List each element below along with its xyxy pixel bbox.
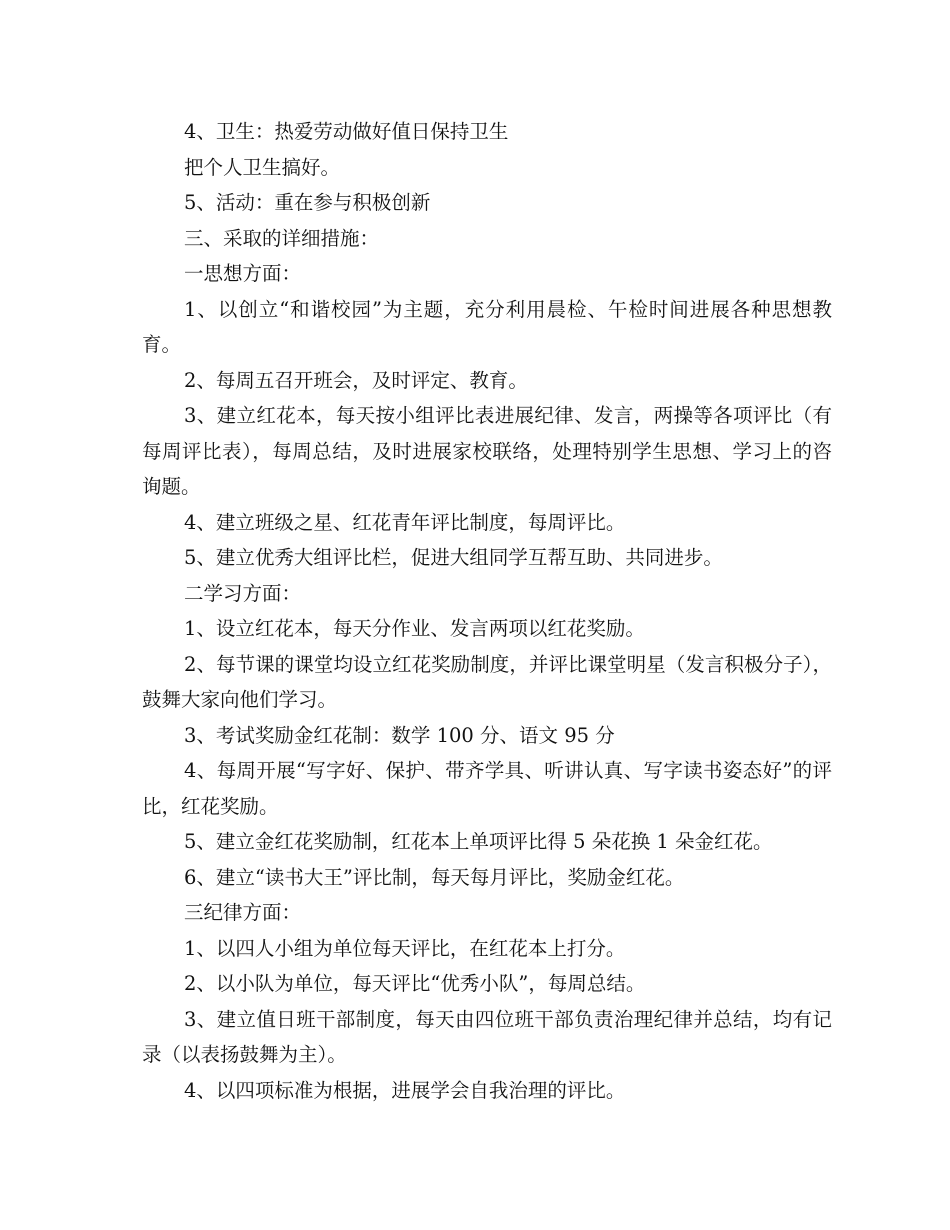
paragraph: 4、每周开展“写字好、保护、带齐学具、听讲认真、写字读书姿态好”的评比，红花奖励。 [142,759,832,818]
document-page [142,114,832,1108]
paragraph: 1、设立红花本，每天分作业、发言两项以红花奖励。 [184,617,645,640]
paragraph: 4、建立班级之星、红花青年评比制度，每周评比。 [184,510,626,534]
subsection-heading: 三纪律方面： [184,901,302,924]
subsection-heading: 二学习方面： [184,581,302,605]
paragraph: 1、以四人小组为单位每天评比，在红花本上打分。 [184,936,626,960]
paragraph: 3、建立值日班干部制度，每天由四位班干部负责治理纪律并总结，均有记录（以表扬鼓舞为主）。 [142,1007,832,1066]
paragraph: 把个人卫生搞好。 [184,155,341,179]
paragraph: 4、卫生：热爱劳动做好值日保持卫生 [184,120,509,143]
paragraph: 3、建立红花本，每天按小组评比表进展纪律、发言，两操等各项评比（有每周评比表），每周总结，及时进展家校联络，处理特别学生思想、学习上的咨询题。 [142,404,832,498]
paragraph: 1、以创立“和谐校园”为主题，充分利用晨检、午检时间进展各种思想教育。 [142,297,832,356]
paragraph: 5、建立优秀大组评比栏，促进大组同学互帮互助、共同进步。 [184,546,723,569]
paragraph: 3、考试奖励金红花制：数学 100 分、语文 95 分 [184,723,615,747]
subsection-heading: 一思想方面： [184,262,302,285]
paragraph: 4、以四项标准为根据，进展学会自我治理的评比。 [184,1078,626,1102]
paragraph: 5、活动：重在参与积极创新 [184,191,431,214]
paragraph: 2、每周五召开班会，及时评定、教育。 [184,368,528,392]
paragraph: 5、建立金红花奖励制，红花本上单项评比得 5 朵花换 1 朵金红花。 [184,830,773,853]
paragraph: 2、以小队为单位，每天评比“优秀小队”，每周总结。 [184,972,646,995]
paragraph: 6、建立“读书大王”评比制，每天每月评比，奖励金红花。 [184,865,685,889]
paragraph: 2、每节课的课堂均设立红花奖励制度，并评比课堂明星（发言积极分子），鼓舞大家向他们学习。 [142,652,832,711]
section-heading: 三、采取的详细措施： [184,226,380,250]
